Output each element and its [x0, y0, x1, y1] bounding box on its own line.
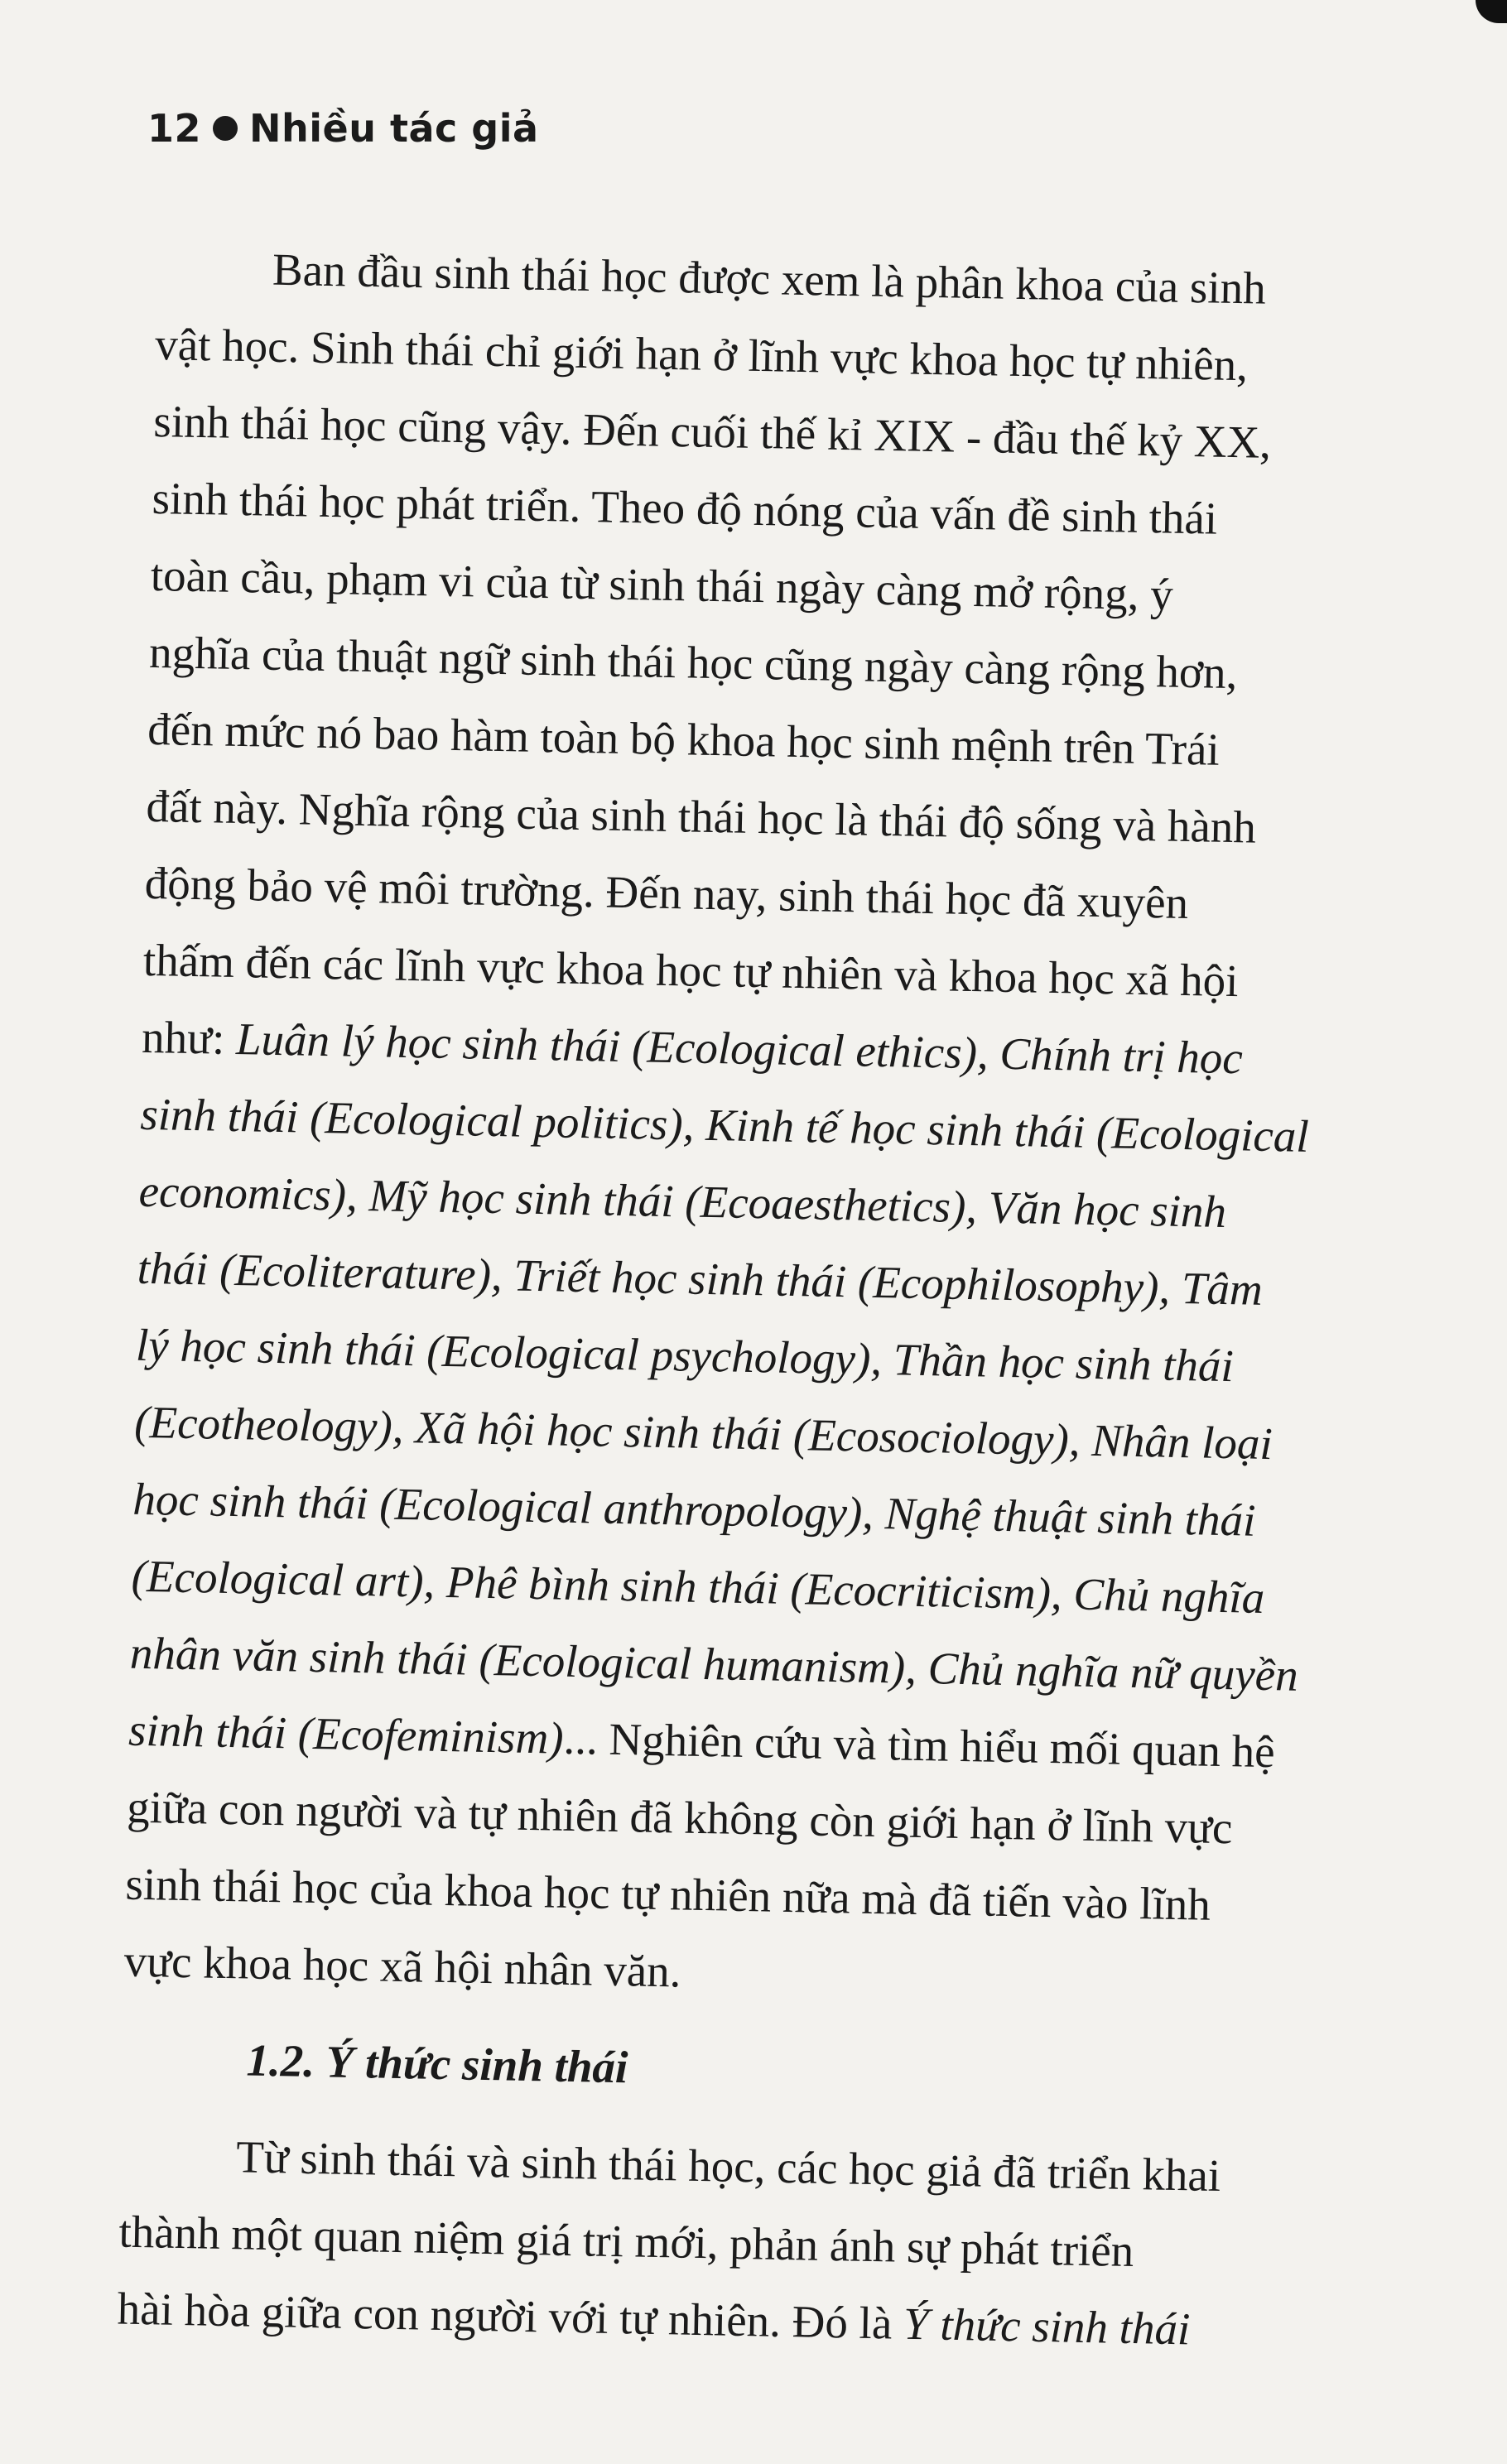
page-corner-shadow [1476, 0, 1507, 23]
book-author: Nhiều tác giả [249, 106, 539, 151]
text-line: thái (Ecoliterature), Triết học sinh thái (Ecophilosophy), Tâm [137, 1242, 1264, 1315]
italic-run: sinh thái (Ecofeminism) [128, 1704, 565, 1764]
text-run: ... Nghiên cứu và tìm hiểu mối quan hệ [562, 1712, 1276, 1778]
text-line: toàn cầu, phạm vi của từ sinh thái ngày càng mở rộng, ý [150, 549, 1174, 620]
text-line: thành một quan niệm giá trị mới, phản ánh sự phát triển [118, 2206, 1134, 2277]
page-number: 12 [147, 106, 202, 151]
text-line: nghĩa của thuật ngữ sinh thái học cũng ngày càng rộng hơn, [148, 626, 1238, 699]
text-line: đến mức nó bao hàm toàn bộ khoa học sinh mệnh trên Trái [147, 703, 1221, 775]
bullet-dot-icon [213, 116, 238, 141]
text-line: giữa con người và tự nhiên đã không còn giới hạn ở lĩnh vực [126, 1781, 1234, 1854]
italic-run: Ý thức sinh thái [903, 2298, 1191, 2355]
section-heading: 1.2. Ý thức sinh thái [245, 2034, 628, 2093]
text-line: học sinh thái (Ecological anthropology), Nghệ thuật sinh thái [132, 1473, 1256, 1546]
text-line: sinh thái học phát triển. Theo độ nóng của vấn đề sinh thái [152, 472, 1218, 544]
text-line: economics), Mỹ học sinh thái (Ecoaesthetics), Văn học sinh [138, 1165, 1227, 1237]
page-body [117, 229, 1449, 2371]
text-line: sinh thái (Ecological politics), Kinh tế học sinh thái (Ecological [139, 1088, 1310, 1162]
text-line: đất này. Nghĩa rộng của sinh thái học là thái độ sống và hành [146, 780, 1257, 853]
text-line: thấm đến các lĩnh vực khoa học tự nhiên và khoa học xã hội [142, 934, 1240, 1007]
text-line: (Ecological art), Phê bình sinh thái (Ecocriticism), Chủ nghĩa [131, 1550, 1265, 1623]
text-line: nhân văn sinh thái (Ecological humanism), Chủ nghĩa nữ quyền [129, 1627, 1299, 1701]
running-header [147, 106, 539, 151]
text-line: vực khoa học xã hội nhân văn. [123, 1935, 682, 1997]
text-line: lý học sinh thái (Ecological psychology), Thần học sinh thái [135, 1319, 1235, 1392]
text-line: Ban đầu sinh thái học được xem là phân khoa của sinh [272, 243, 1267, 314]
text-line: sinh thái học cũng vậy. Đến cuối thế kỉ XIX - đầu thế kỷ XX, [152, 395, 1272, 468]
italic-run: Luân lý học sinh thái (Ecological ethics), Chính trị học [235, 1013, 1244, 1084]
text-line: sinh thái học của khoa học tự nhiên nữa mà đã tiến vào lĩnh [125, 1858, 1211, 1930]
text-run: như: [141, 1011, 237, 1064]
text-line: vật học. Sinh thái chỉ giới hạn ở lĩnh vực khoa học tự nhiên, [154, 318, 1249, 391]
text-line: động bảo vệ môi trường. Đến nay, sinh thái học đã xuyên [144, 857, 1189, 929]
text-line: Từ sinh thái và sinh thái học, các học giả đã triển khai [235, 2131, 1221, 2202]
text-run: hài hòa giữa con người với tự nhiên. Đó là [117, 2283, 904, 2349]
text-line: (Ecotheology), Xã hội học sinh thái (Ecosociology), Nhân loại [133, 1396, 1273, 1470]
